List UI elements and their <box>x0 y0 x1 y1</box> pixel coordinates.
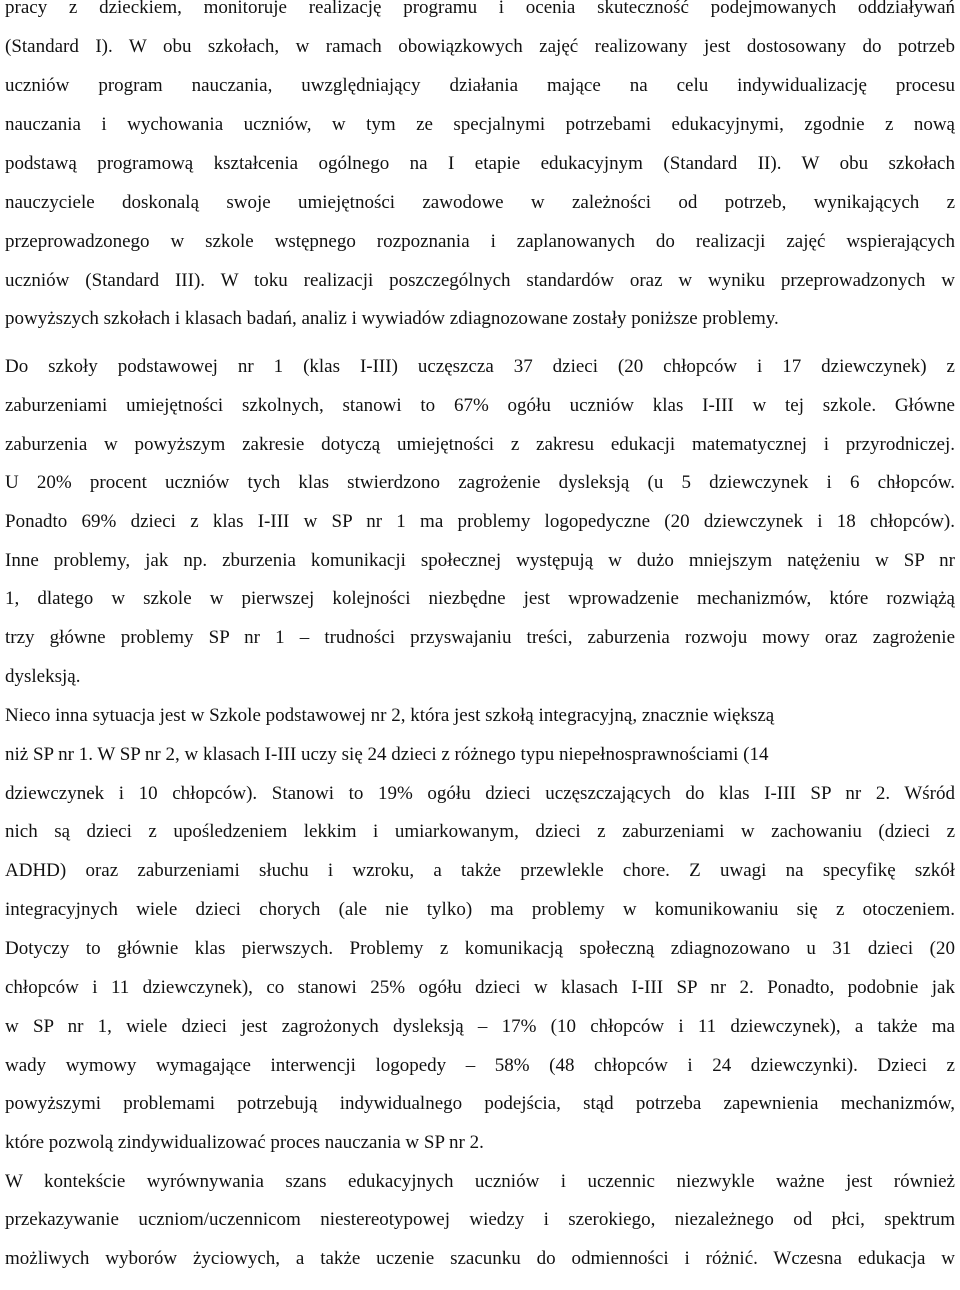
text-line: wady wymowy wymagające interwencji logopedy – 58% (48 chłopców i 24 dziewczynki). Dzieci z <box>5 1055 955 1076</box>
text-line: powyższych szkołach i klasach badań, analiz i wywiadów zdiagnozowane zostały poniższe problemy. <box>5 308 779 329</box>
text-line: (Standard I). W obu szkołach, w ramach obowiązkowych zajęć realizowany jest dostosowany do potrzeb <box>5 36 955 57</box>
text-line: chłopców i 11 dziewczynek), co stanowi 25% ogółu dzieci w klasach I-III SP nr 2. Ponadto, podobnie jak <box>5 977 955 998</box>
text-line: zaburzenia w powyższym zakresie dotyczą umiejętności z zakresu edukacji matematycznej i przyrodniczej. <box>5 434 955 455</box>
text-line: Nieco inna sytuacja jest w Szkole podstawowej nr 2, która jest szkołą integracyjną, znacznie większą <box>5 705 775 726</box>
text-line: przeprowadzonego w szkole wstępnego rozpoznania i zaplanowanych do realizacji zajęć wspierających <box>5 231 955 252</box>
text-line: które pozwolą zindywidualizować proces nauczania w SP nr 2. <box>5 1132 484 1153</box>
text-line: pracy z dzieckiem, monitoruje realizację programu i ocenia skuteczność podejmowanych oddziaływań <box>5 0 955 18</box>
text-line: W kontekście wyrównywania szans edukacyjnych uczniów i uczennic niezwykle ważne jest również <box>5 1171 955 1192</box>
text-line: zaburzeniami umiejętności szkolnych, stanowi to 67% ogółu uczniów klas I-III w tej szkole. Główne <box>5 395 955 416</box>
text-line: integracyjnych wiele dzieci chorych (ale nie tylko) ma problemy w komunikowaniu się z otoczeniem. <box>5 899 955 920</box>
text-line: uczniów (Standard III). W toku realizacji poszczególnych standardów oraz w wyniku przeprowadzonych w <box>5 270 955 291</box>
text-line: nich są dzieci z upośledzeniem lekkim i umiarkowanym, dzieci z zaburzeniami w zachowaniu (dzieci z <box>5 821 955 842</box>
text-line: Inne problemy, jak np. zburzenia komunikacji społecznej występują w dużo mniejszym natężeniu w SP nr <box>5 550 955 571</box>
text-line: uczniów program nauczania, uwzględniający działania mające na celu indywidualizację procesu <box>5 75 955 96</box>
text-line: 1, dlatego w szkole w pierwszej kolejności niezbędne jest wprowadzenie mechanizmów, które rozwiążą <box>5 588 955 609</box>
text-line: Dotyczy to głównie klas pierwszych. Problemy z komunikacją społeczną zdiagnozowano u 31 dzieci (20 <box>5 938 955 959</box>
text-line: podstawą programową kształcenia ogólnego na I etapie edukacyjnym (Standard II). W obu szkołach <box>5 153 955 174</box>
text-line: dziewczynek i 10 chłopców). Stanowi to 19% ogółu dzieci uczęszczających do klas I-III SP nr 2. Wśród <box>5 783 955 804</box>
text-line: w SP nr 1, wiele dzieci jest zagrożonych dysleksją – 17% (10 chłopców i 11 dziewczynek), a także ma <box>5 1016 955 1037</box>
text-line: możliwych wyborów życiowych, a także uczenie szacunku do odmienności i różnić. Wczesna edukacja w <box>5 1248 955 1269</box>
text-line: Do szkoły podstawowej nr 1 (klas I-III) uczęszcza 37 dzieci (20 chłopców i 17 dziewczynek) z <box>5 356 955 377</box>
text-line: nauczania i wychowania uczniów, w tym ze specjalnymi potrzebami edukacyjnymi, zgodnie z nową <box>5 114 955 135</box>
text-line: powyższymi problemami potrzebują indywidualnego podejścia, stąd potrzeba zapewnienia mechanizmów, <box>5 1093 955 1114</box>
text-line: U 20% procent uczniów tych klas stwierdzono zagrożenie dysleksją (u 5 dziewczynek i 6 chłopców. <box>5 472 955 493</box>
text-line: niż SP nr 1. W SP nr 2, w klasach I-III uczy się 24 dzieci z różnego typu niepełnosprawnościami (14 <box>5 744 769 765</box>
text-line: dysleksją. <box>5 666 81 687</box>
text-line: ADHD) oraz zaburzeniami słuchu i wzroku, a także przewlekle chore. Z uwagi na specyfikę szkół <box>5 860 955 881</box>
text-line: trzy główne problemy SP nr 1 – trudności przyswajaniu treści, zaburzenia rozwoju mowy oraz zagrożenie <box>5 627 955 648</box>
text-line: Ponadto 69% dzieci z klas I-III w SP nr 1 ma problemy logopedyczne (20 dziewczynek i 18 chłopców). <box>5 511 955 532</box>
text-line: nauczyciele doskonalą swoje umiejętności zawodowe w zależności od potrzeb, wynikających z <box>5 192 955 213</box>
text-line: przekazywanie uczniom/uczennicom niestereotypowej wiedzy i szerokiego, niezależnego od płci, spektrum <box>5 1209 955 1230</box>
